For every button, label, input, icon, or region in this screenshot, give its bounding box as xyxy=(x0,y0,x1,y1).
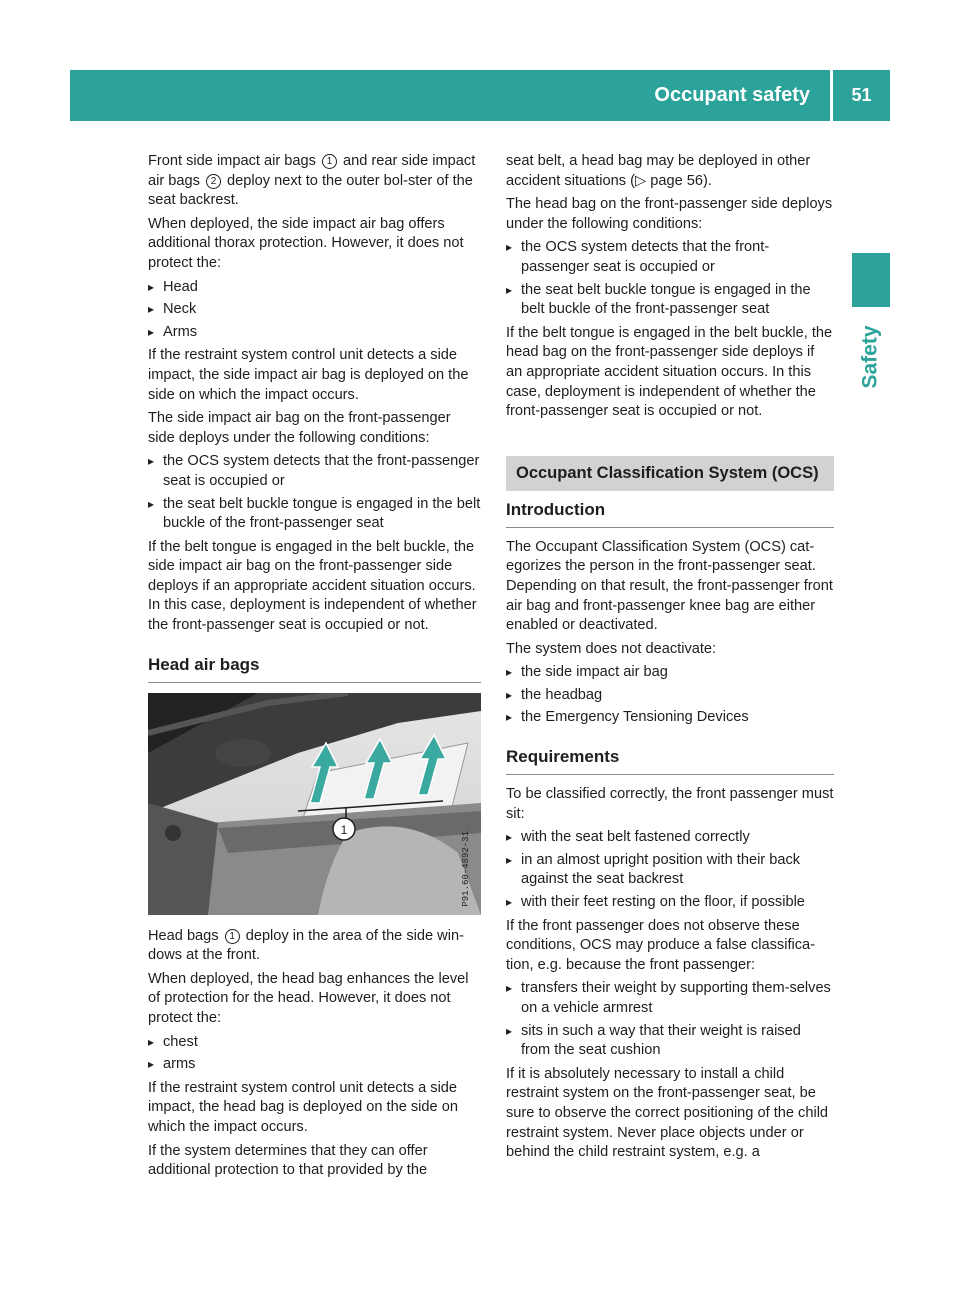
text: Head bags xyxy=(148,927,223,944)
callout-number: 1 xyxy=(322,154,337,169)
figure-callout: 1 xyxy=(340,822,348,837)
paragraph: To be classified correctly, the front passenger must sit: xyxy=(506,786,834,822)
paragraph: The system does not deactivate: xyxy=(506,640,717,657)
paragraph: The head bag on the front-passenger side deploys under the following conditions: xyxy=(506,196,833,232)
paragraph: If the restraint system control unit detects a side impact, the head bag is deployed on the side on which the impact occurs. xyxy=(148,1079,458,1135)
chapter-label xyxy=(852,312,890,402)
paragraph: If it is absolutely necessary to install a child restraint system on the front-passenger seat, be sure to observe the correct positioning of the child restraint system. Never place objects under or behind the child restraint system, e.g. a xyxy=(506,1065,829,1161)
paragraph: The Occupant Classification System (OCS) cat-egorizes the person in the front-passenger seat. Depending on that result, the front-passenger front air bag and front-passenger knee bag are either enabled or deactivated. xyxy=(506,538,833,634)
list-item: ▸ arms xyxy=(148,1055,481,1075)
list-item: ▸ transfers their weight by supporting them-selves on a vehicle armrest xyxy=(506,979,834,1018)
header-bar xyxy=(70,70,890,121)
callout-number: 1 xyxy=(225,929,240,944)
heading-requirements: Requirements xyxy=(506,746,834,775)
paragraph xyxy=(148,927,481,966)
heading-introduction: Introduction xyxy=(506,499,834,528)
chapter-tab xyxy=(852,253,890,307)
list-item: ▸ the headbag xyxy=(506,686,834,706)
list-item: ▸ the seat belt buckle tongue is engaged in the belt buckle of the front-passenger seat xyxy=(148,495,481,534)
bullet-list xyxy=(506,663,834,728)
list-item: ▸ the OCS system detects that the front-passenger seat is occupied or xyxy=(148,452,481,491)
bullet-list xyxy=(506,238,834,319)
bullet-list xyxy=(148,452,481,533)
page-ref-arrow-icon: ▷ xyxy=(634,172,647,189)
list-item: ▸ the OCS system detects that the front-passenger seat is occupied or xyxy=(506,238,834,277)
list-item: ▸ sits in such a way that their weight is raised from the seat cushion xyxy=(506,1022,834,1061)
paragraph: When deployed, the head bag enhances the level of protection for the head. However, it does not protect the: xyxy=(148,970,469,1027)
list-item: ▸ Neck xyxy=(148,300,481,320)
bullet-list xyxy=(506,828,834,912)
paragraph: If the restraint system control unit detects a side impact, the side impact air bag is deployed on the side on which the impact occurs. xyxy=(148,347,469,403)
paragraph: If the belt tongue is engaged in the belt buckle, the side impact air bag on the front-passenger side deploys if an appropriate accident situation occurs. In this case, deployment is independent of whether the front-passenger seat is occupied or not. xyxy=(148,538,477,634)
list-item: ▸ Head xyxy=(148,278,481,298)
list-item: ▸ the Emergency Tensioning Devices xyxy=(506,708,834,728)
list-item: ▸ with the seat belt fastened correctly xyxy=(506,828,834,848)
chapter-label-text: Safety xyxy=(859,325,882,389)
list-item: ▸ with their feet resting on the floor, if possible xyxy=(506,893,834,913)
bullet-list xyxy=(148,278,481,343)
head-air-bag-illustration xyxy=(148,693,481,915)
right-column xyxy=(506,152,834,1167)
text: deploy in the area of the side win-dows at the front. xyxy=(148,927,464,964)
car-interior-image xyxy=(148,693,481,915)
paragraph: If the system determines that they can offer additional protection to that provided by the xyxy=(148,1142,428,1179)
list-item: ▸ Arms xyxy=(148,323,481,343)
paragraph xyxy=(148,152,481,211)
text: deploy next to the outer bol-ster of the seat backrest. xyxy=(148,172,473,209)
text: seat belt, a head bag may be deployed in other accident situations ( xyxy=(506,153,811,189)
section-title: Occupant safety xyxy=(654,84,810,106)
paragraph: If the front passenger does not observe these conditions, OCS may produce a false classifica-tion, e.g. because the front passenger: xyxy=(506,917,816,973)
page-number: 51 xyxy=(851,85,872,105)
list-item: ▸ the seat belt buckle tongue is engaged in the belt buckle of the front-passenger seat xyxy=(506,281,834,320)
callout-number: 2 xyxy=(206,174,221,189)
paragraph xyxy=(506,152,834,191)
bullet-list xyxy=(148,1033,481,1075)
heading-head-air-bags: Head air bags xyxy=(148,654,481,683)
paragraph: When deployed, the side impact air bag offers additional thorax protection. However, it does not protect the: xyxy=(148,215,464,271)
left-column xyxy=(148,152,481,1185)
list-item: ▸ in an almost upright position with their back against the seat backrest xyxy=(506,851,834,890)
page-reference-link[interactable]: page 56). xyxy=(646,172,712,189)
list-item: ▸ the side impact air bag xyxy=(506,663,834,683)
text: Front side impact air bags xyxy=(148,153,320,169)
list-item: ▸ chest xyxy=(148,1033,481,1053)
paragraph: If the belt tongue is engaged in the belt buckle, the head bag on the front-passenger side deploys if an appropriate accident situation occurs. In this case, deployment is independent of whether the front-passenger seat is occupied or not. xyxy=(506,324,833,420)
figure-code: P91.60-4892-31 xyxy=(461,831,472,907)
text: and rear side impact air bags xyxy=(148,153,476,189)
bullet-list xyxy=(506,979,834,1060)
heading-ocs: Occupant Classification System (OCS) xyxy=(506,456,834,491)
paragraph: The side impact air bag on the front-passenger side deploys under the following conditions: xyxy=(148,410,451,446)
